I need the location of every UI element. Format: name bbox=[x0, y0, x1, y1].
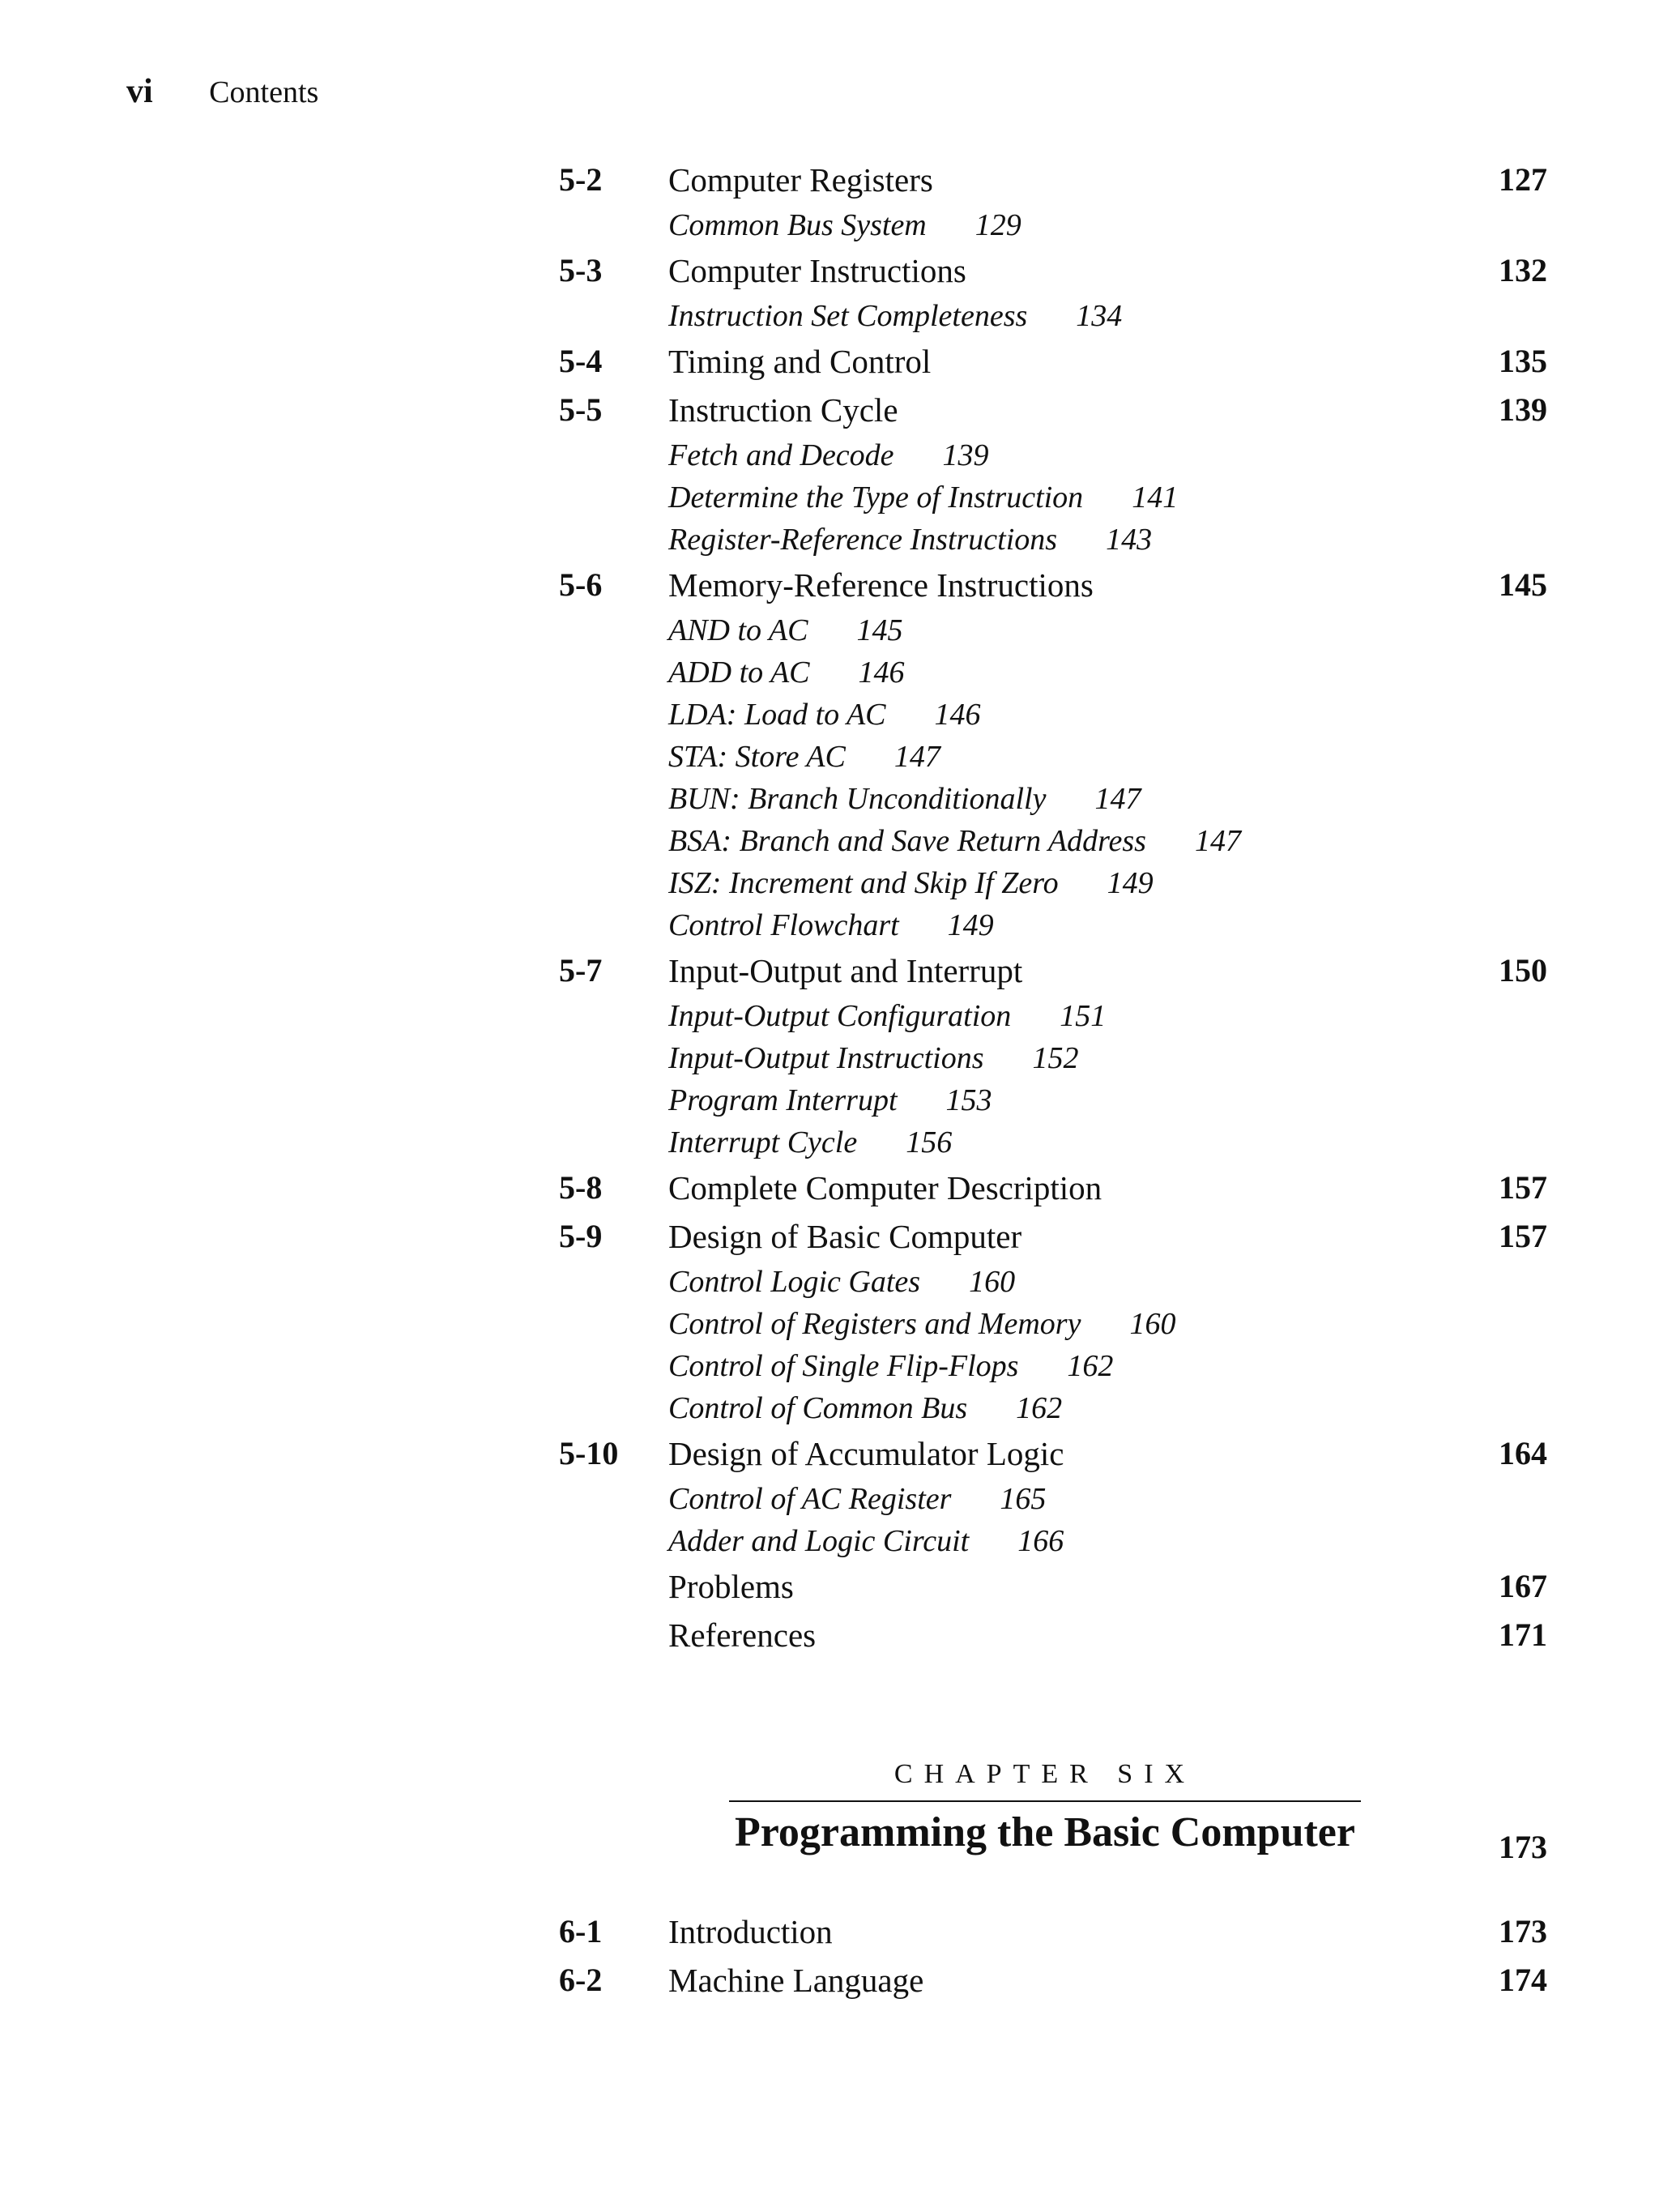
toc-subsection-entry bbox=[559, 204, 1547, 246]
subsection-page: 162 bbox=[1067, 1349, 1114, 1383]
toc-subsection-entry bbox=[559, 1303, 1547, 1345]
toc-subsection-entry bbox=[559, 1121, 1547, 1164]
subsection-title: Control of AC Register bbox=[668, 1482, 952, 1516]
section-number: 6-1 bbox=[559, 1913, 603, 1949]
toc-section-entry bbox=[559, 386, 1547, 434]
subsection-page: 145 bbox=[856, 613, 903, 647]
toc-subsection-entry bbox=[559, 1261, 1547, 1303]
toc-subsection-entry bbox=[559, 651, 1547, 694]
chapter-six-sections bbox=[559, 1907, 1547, 2005]
toc-subsection-entry bbox=[559, 1478, 1547, 1520]
toc-subsection-entry bbox=[559, 820, 1547, 862]
toc-subsection-entry bbox=[559, 778, 1547, 820]
section-page: 164 bbox=[1499, 1435, 1547, 1471]
subsection-page: 166 bbox=[1017, 1524, 1064, 1558]
subsection-page: 149 bbox=[1107, 866, 1154, 900]
subsection-page: 160 bbox=[1129, 1307, 1176, 1341]
section-number: 5-4 bbox=[559, 343, 603, 379]
section-page: 171 bbox=[1499, 1616, 1547, 1653]
toc-subsection-entry bbox=[559, 1345, 1547, 1387]
section-number: 5-5 bbox=[559, 391, 603, 428]
subsection-page: 147 bbox=[893, 740, 940, 774]
section-title: Introduction bbox=[668, 1913, 833, 1950]
toc-subsection-entry bbox=[559, 519, 1547, 561]
chapter-page-number: 173 bbox=[1499, 1829, 1547, 1865]
section-page: 174 bbox=[1499, 1962, 1547, 1998]
subsection-title: Register-Reference Instructions bbox=[668, 523, 1058, 557]
section-title: References bbox=[668, 1616, 817, 1654]
section-page: 127 bbox=[1499, 161, 1547, 198]
section-title: Computer Registers bbox=[668, 161, 933, 199]
subsection-title: Control Flowchart bbox=[668, 908, 899, 942]
subsection-page: 160 bbox=[969, 1265, 1016, 1299]
subsection-title: Instruction Set Completeness bbox=[668, 299, 1028, 333]
toc-subsection-entry bbox=[559, 295, 1547, 337]
section-title: Design of Basic Computer bbox=[668, 1218, 1022, 1255]
subsection-title: Input-Output Configuration bbox=[668, 999, 1012, 1033]
toc-section-entry bbox=[559, 561, 1547, 609]
section-number: 5-9 bbox=[559, 1218, 603, 1254]
toc-section-entry bbox=[559, 1956, 1547, 2005]
subsection-title: ISZ: Increment and Skip If Zero bbox=[668, 866, 1059, 900]
toc-section-entry bbox=[559, 1212, 1547, 1261]
toc-subsection-entry bbox=[559, 476, 1547, 519]
subsection-page: 141 bbox=[1132, 480, 1179, 515]
subsection-page: 146 bbox=[858, 655, 905, 690]
section-title: Instruction Cycle bbox=[668, 391, 898, 429]
subsection-page: 165 bbox=[1000, 1482, 1047, 1516]
subsection-title: Common Bus System bbox=[668, 208, 927, 242]
subsection-page: 147 bbox=[1194, 824, 1241, 858]
section-title: Memory-Reference Instructions bbox=[668, 566, 1094, 604]
section-title: Design of Accumulator Logic bbox=[668, 1435, 1064, 1472]
subsection-page: 146 bbox=[934, 698, 981, 732]
section-title: Problems bbox=[668, 1568, 794, 1605]
toc-subsection-entry bbox=[559, 1387, 1547, 1429]
subsection-title: ADD to AC bbox=[668, 655, 810, 690]
section-title: Input-Output and Interrupt bbox=[668, 952, 1023, 989]
subsection-page: 143 bbox=[1106, 523, 1153, 557]
subsection-page: 139 bbox=[942, 438, 989, 472]
section-page: 139 bbox=[1499, 391, 1547, 428]
section-number: 5-7 bbox=[559, 952, 603, 989]
section-page: 145 bbox=[1499, 566, 1547, 603]
toc-section-entry bbox=[559, 246, 1547, 295]
toc-subsection-entry bbox=[559, 434, 1547, 476]
subsection-title: Control of Common Bus bbox=[668, 1391, 968, 1425]
toc-section-entry bbox=[559, 1907, 1547, 1956]
subsection-page: 151 bbox=[1060, 999, 1107, 1033]
toc-subsection-entry bbox=[559, 736, 1547, 778]
section-title: Computer Instructions bbox=[668, 252, 966, 289]
section-number: 5-3 bbox=[559, 252, 603, 288]
section-page: 173 bbox=[1499, 1913, 1547, 1949]
section-number: 5-10 bbox=[559, 1435, 619, 1471]
section-number: 6-2 bbox=[559, 1962, 603, 1998]
subsection-title: AND to AC bbox=[668, 613, 808, 647]
subsection-title: LDA: Load to AC bbox=[668, 698, 886, 732]
toc-section-entry bbox=[559, 1429, 1547, 1478]
subsection-title: BUN: Branch Unconditionally bbox=[668, 782, 1047, 816]
subsection-page: 129 bbox=[975, 208, 1021, 242]
toc-subsection-entry bbox=[559, 995, 1547, 1037]
section-number: 5-6 bbox=[559, 566, 603, 603]
subsection-page: 156 bbox=[906, 1125, 953, 1159]
page-number-roman: vi bbox=[126, 73, 153, 110]
subsection-title: Program Interrupt bbox=[668, 1083, 898, 1117]
toc-section-entry bbox=[559, 337, 1547, 386]
toc-section-entry bbox=[559, 156, 1547, 204]
chapter-heading bbox=[729, 1757, 1361, 1864]
section-number: 5-2 bbox=[559, 161, 603, 198]
section-title: Machine Language bbox=[668, 1962, 924, 1999]
section-page: 132 bbox=[1499, 252, 1547, 288]
subsection-page: 149 bbox=[947, 908, 994, 942]
subsection-title: Adder and Logic Circuit bbox=[668, 1524, 970, 1558]
toc-subsection-entry bbox=[559, 1079, 1547, 1121]
toc-subsection-entry bbox=[559, 609, 1547, 651]
section-number: 5-8 bbox=[559, 1169, 603, 1206]
subsection-title: BSA: Branch and Save Return Address bbox=[668, 824, 1146, 858]
toc-section-entry bbox=[559, 1164, 1547, 1212]
subsection-page: 152 bbox=[1032, 1041, 1079, 1075]
subsection-page: 147 bbox=[1094, 782, 1141, 816]
toc-section-entry bbox=[559, 946, 1547, 995]
section-title: Complete Computer Description bbox=[668, 1169, 1102, 1206]
subsection-title: Control of Single Flip-Flops bbox=[668, 1349, 1019, 1383]
subsection-page: 153 bbox=[945, 1083, 992, 1117]
toc-subsection-entry bbox=[559, 1520, 1547, 1562]
subsection-title: Fetch and Decode bbox=[668, 438, 894, 472]
chapter-label: CHAPTER SIX bbox=[893, 1759, 1196, 1789]
section-page: 150 bbox=[1499, 952, 1547, 989]
section-title: Timing and Control bbox=[668, 343, 932, 380]
subsection-title: Control of Registers and Memory bbox=[668, 1307, 1081, 1341]
subsection-title: Interrupt Cycle bbox=[668, 1125, 858, 1159]
chapter-title: Programming the Basic Computer bbox=[735, 1809, 1355, 1855]
table-of-contents bbox=[559, 156, 1547, 1659]
section-page: 157 bbox=[1499, 1169, 1547, 1206]
subsection-title: Determine the Type of Instruction bbox=[668, 480, 1084, 515]
subsection-page: 162 bbox=[1016, 1391, 1063, 1425]
toc-subsection-entry bbox=[559, 862, 1547, 904]
toc-subsection-entry bbox=[559, 694, 1547, 736]
section-page: 135 bbox=[1499, 343, 1547, 379]
toc-section-entry bbox=[559, 1611, 1547, 1659]
subsection-title: Control Logic Gates bbox=[668, 1265, 921, 1299]
subsection-page: 134 bbox=[1076, 299, 1123, 333]
running-title: Contents bbox=[209, 75, 319, 109]
toc-subsection-entry bbox=[559, 1037, 1547, 1079]
section-page: 157 bbox=[1499, 1218, 1547, 1254]
section-page: 167 bbox=[1499, 1568, 1547, 1604]
subsection-title: Input-Output Instructions bbox=[668, 1041, 984, 1075]
page-header bbox=[126, 71, 318, 113]
toc-section-entry bbox=[559, 1562, 1547, 1611]
subsection-title: STA: Store AC bbox=[668, 740, 846, 774]
toc-subsection-entry bbox=[559, 904, 1547, 946]
